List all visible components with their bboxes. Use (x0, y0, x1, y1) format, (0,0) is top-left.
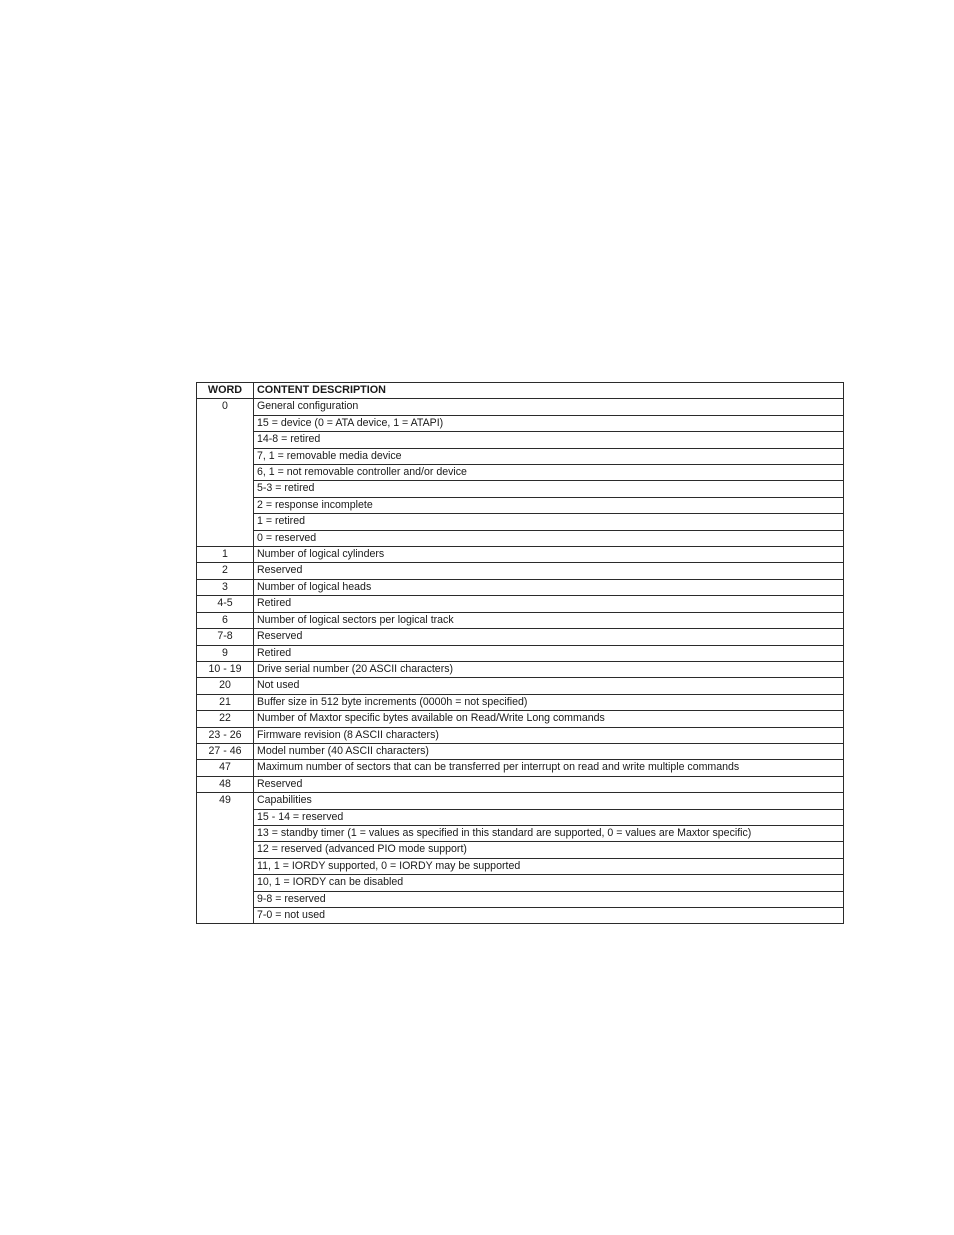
word-cell: 3 (197, 579, 254, 595)
table-row (197, 908, 844, 924)
description-cell: Model number (40 ASCII characters) (254, 743, 844, 759)
word-cell: 27 - 46 (197, 743, 254, 759)
description-subitem-cell: 1 = retired (254, 514, 844, 530)
table-row (197, 497, 844, 513)
table-row (197, 711, 844, 727)
description-subitem-cell: 15 - 14 = reserved (254, 809, 844, 825)
description-subitem-cell: 15 = device (0 = ATA device, 1 = ATAPI) (254, 415, 844, 431)
word-cell: 20 (197, 678, 254, 694)
table-row (197, 481, 844, 497)
header-row (197, 383, 844, 399)
table-row (197, 612, 844, 628)
word-cell: 49 (197, 793, 254, 924)
table-row (197, 678, 844, 694)
description-cell: Firmware revision (8 ASCII characters) (254, 727, 844, 743)
word-cell: 21 (197, 694, 254, 710)
table-row (197, 547, 844, 563)
description-subitem-cell: 0 = reserved (254, 530, 844, 546)
word-cell: 1 (197, 547, 254, 563)
description-cell: Number of logical cylinders (254, 547, 844, 563)
description-cell: Reserved (254, 776, 844, 792)
description-subitem-cell: 14-8 = retired (254, 432, 844, 448)
table-row (197, 448, 844, 464)
table-row (197, 776, 844, 792)
description-cell: Not used (254, 678, 844, 694)
description-cell: Number of Maxtor specific bytes available on Read/Write Long commands (254, 711, 844, 727)
table-row (197, 891, 844, 907)
identify-drive-table (196, 382, 844, 924)
description-subitem-cell: 11, 1 = IORDY supported, 0 = IORDY may be supported (254, 858, 844, 874)
content-description-column-header: CONTENT DESCRIPTION (254, 383, 844, 399)
description-subitem-cell: 10, 1 = IORDY can be disabled (254, 875, 844, 891)
word-cell: 4-5 (197, 596, 254, 612)
word-cell: 47 (197, 760, 254, 776)
table-row (197, 694, 844, 710)
table-row (197, 760, 844, 776)
description-cell: Capabilities (254, 793, 844, 809)
word-cell: 7-8 (197, 629, 254, 645)
table-row (197, 875, 844, 891)
table-row (197, 596, 844, 612)
description-cell: Number of logical sectors per logical track (254, 612, 844, 628)
table-row (197, 793, 844, 809)
table-row (197, 825, 844, 841)
description-cell: Reserved (254, 629, 844, 645)
table-row (197, 645, 844, 661)
description-cell: General configuration (254, 399, 844, 415)
table-row (197, 415, 844, 431)
description-subitem-cell: 9-8 = reserved (254, 891, 844, 907)
table-row (197, 465, 844, 481)
table-row (197, 661, 844, 677)
table-body (197, 399, 844, 924)
word-column-header: WORD (197, 383, 254, 399)
table-row (197, 858, 844, 874)
word-cell: 23 - 26 (197, 727, 254, 743)
word-cell: 48 (197, 776, 254, 792)
table-row (197, 399, 844, 415)
description-cell: Number of logical heads (254, 579, 844, 595)
description-cell: Drive serial number (20 ASCII characters) (254, 661, 844, 677)
word-cell: 22 (197, 711, 254, 727)
word-cell: 10 - 19 (197, 661, 254, 677)
table-row (197, 563, 844, 579)
word-cell: 9 (197, 645, 254, 661)
table-row (197, 743, 844, 759)
description-subitem-cell: 7-0 = not used (254, 908, 844, 924)
table-row (197, 809, 844, 825)
description-subitem-cell: 5-3 = retired (254, 481, 844, 497)
word-cell: 6 (197, 612, 254, 628)
description-cell: Retired (254, 645, 844, 661)
table-row (197, 432, 844, 448)
description-subitem-cell: 2 = response incomplete (254, 497, 844, 513)
description-cell: Maximum number of sectors that can be transferred per interrupt on read and write multiple commands (254, 760, 844, 776)
description-cell: Buffer size in 512 byte increments (0000h = not specified) (254, 694, 844, 710)
description-subitem-cell: 7, 1 = removable media device (254, 448, 844, 464)
description-subitem-cell: 13 = standby timer (1 = values as specified in this standard are supported, 0 = values are Maxtor specific) (254, 825, 844, 841)
table-row (197, 727, 844, 743)
table-header (197, 383, 844, 399)
word-cell: 0 (197, 399, 254, 547)
table-row (197, 514, 844, 530)
description-subitem-cell: 6, 1 = not removable controller and/or device (254, 465, 844, 481)
description-cell: Reserved (254, 563, 844, 579)
table-row (197, 579, 844, 595)
word-cell: 2 (197, 563, 254, 579)
table-row (197, 629, 844, 645)
table-row (197, 530, 844, 546)
description-cell: Retired (254, 596, 844, 612)
description-subitem-cell: 12 = reserved (advanced PIO mode support) (254, 842, 844, 858)
table-row (197, 842, 844, 858)
